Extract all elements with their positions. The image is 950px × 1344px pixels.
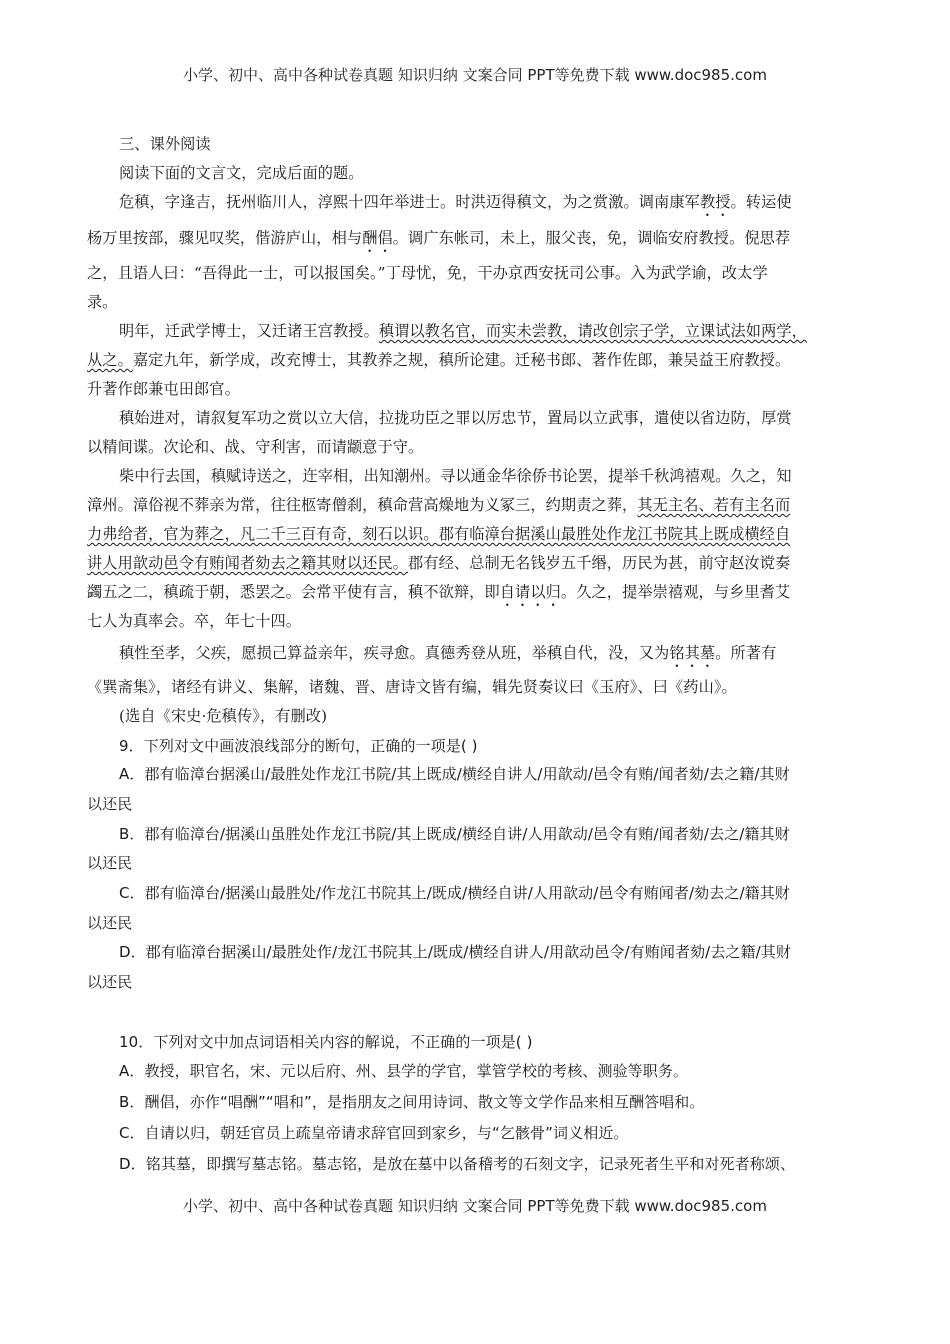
question-9-option-a: A．郡有临漳台据溪山/最胜处作龙江书院/其上既成/横经自讲人/用歆动/邑令有贿/闻者劾/去之籍/其财 bbox=[119, 765, 790, 783]
underlined-sentence: 稹谓以教名官，而实未尝教，请改创宗子学，立课试法如两学， bbox=[378, 322, 807, 340]
reading-instruction: 阅读下面的文言文，完成后面的题。 bbox=[119, 164, 364, 182]
passage-line: 七人为真率会。卒，年七十四。 bbox=[87, 612, 302, 630]
dotted-term-chouchang: 酬倡 bbox=[362, 229, 393, 247]
question-9-option-d: D．郡有临漳台据溪山/最胜处作/龙江书院其上/既成/横经自讲人/用歆动邑令/有贿闻者劾/去之籍/其财 bbox=[119, 943, 791, 961]
passage-line: 升著作郎兼屯田郎官。 bbox=[87, 380, 240, 398]
dotted-term-mingqimu: 铭其墓 bbox=[669, 644, 716, 662]
page-header-banner: 小学、初中、高中各种试卷真题 知识归纳 文案合同 PPT等免费下载 www.doc985.com bbox=[183, 66, 767, 84]
question-10-option-a: A．教授，职官名，宋、元以后府、州、县学的学官，掌管学校的考核、测验等职务。 bbox=[119, 1062, 689, 1080]
question-9-stem: 9．下列对文中画波浪线部分的断句，正确的一项是( ) bbox=[119, 737, 478, 755]
passage-line: 稹始进对，请叙复军功之赏以立大信，拉拢功臣之罪以厉忠节，置局以立武事，遣使以省边防，厚赏 bbox=[119, 409, 792, 427]
passage-line: 柴中行去国，稹赋诗送之，迕宰相，出知潮州。寻以通金华徐侨书论罢，提举千秋鸿禧观。久之，知 bbox=[119, 467, 792, 485]
question-9-option-b-cont: 以还民 bbox=[87, 854, 133, 872]
question-10-option-c: C．自请以归，朝廷官员上疏皇帝请求辞官回到家乡，与“乞骸骨”词义相近。 bbox=[119, 1124, 629, 1142]
passage-line: 危稹，字逢吉，抚州临川人，淳熙十四年举进士。时洪迈得稹文，为之赏激。调南康军教授。转运使 bbox=[119, 193, 792, 211]
question-10-stem: 10．下列对文中加点词语相关内容的解说，不正确的一项是( ) bbox=[119, 1033, 533, 1051]
question-9-option-c: C．郡有临漳台/据溪山最胜处/作龙江书院其上/既成/横经自讲/人用歆动/邑令有贿闻者/劾去之/籍其财 bbox=[119, 884, 790, 902]
passage-line: 讲人用歆动邑令有贿闻者劾去之籍其财以还民。郡有经、总制无名钱岁五千缗，历民为甚，前守赵汝谠奏 bbox=[87, 554, 791, 572]
underlined-sentence: 从之。 bbox=[87, 351, 133, 369]
passage-line: 之，且语人曰：“吾得此一士，可以报国矣。”丁母忧，免，干办京西安抚司公事。入为武学谕，改太学 bbox=[87, 264, 768, 282]
passage-line: 蠲五之二，稹疏于朝，悉罢之。会常平使有言，稹不欲辩，即自请以归。久之，提举崇禧观，与乡里耆艾 bbox=[87, 583, 791, 601]
question-9-option-d-cont: 以还民 bbox=[87, 973, 133, 991]
page-footer-banner: 小学、初中、高中各种试卷真题 知识归纳 文案合同 PPT等免费下载 www.doc985.com bbox=[183, 1197, 767, 1215]
passage-line: 《巽斋集》，诸经有讲义、集解，诸魏、晋、唐诗文皆有编，辑先贤奏议曰《玉府》、曰《药山》。 bbox=[87, 678, 737, 696]
passage-source: (选自《宋史·危稹传》，有删改) bbox=[119, 707, 328, 725]
question-10-option-d: D．铭其墓，即撰写墓志铭。墓志铭，是放在墓中以备稽考的石刻文字，记录死者生平和对死者称颂、 bbox=[119, 1155, 796, 1173]
underlined-sentence: 力弗给者，官为葬之，凡二千三百有奇，刻石以识。 bbox=[87, 525, 439, 543]
question-9-option-a-cont: 以还民 bbox=[87, 795, 133, 813]
passage-line: 录。 bbox=[87, 293, 118, 311]
question-10-option-b: B．酬倡，亦作“唱酬”“唱和”，是指朋友之间用诗词、散文等文学作品来相互酬答唱和。 bbox=[119, 1093, 705, 1111]
passage-line: 稹性至孝，父疾，愿损己算益亲年，疾寻愈。真德秀登从班，举稹自代，没，又为铭其墓。所著有 bbox=[119, 644, 777, 662]
passage-line bbox=[87, 523, 790, 545]
dotted-term-ziqingyigui: 自请以归 bbox=[499, 583, 561, 601]
underlined-sentence: 其无主名、若有主名而 bbox=[637, 496, 791, 514]
dotted-term-jiaoshou: 教授 bbox=[699, 193, 731, 211]
question-9-option-b: B．郡有临漳台/据溪山虽胜处作龙江书院/其上既成/横经自讲/人用歆动/邑令有贿/闻者劾/去之/籍其财 bbox=[119, 825, 790, 843]
wavy-underlined-sentence: 讲人用歆动邑令有贿闻者劾去之籍其财以还民。 bbox=[87, 554, 409, 572]
passage-line: 从之。嘉定九年，新学成，改充博士，其教养之规，稹所论建。迁秘书郎、著作佐郎，兼吴益王府教授。 bbox=[87, 351, 791, 369]
question-9-option-c-cont: 以还民 bbox=[87, 914, 133, 932]
passage-line: 漳州。漳俗视不葬亲为常，往往柩寄僧刹，稹命营高燥地为义冢三，约期责之葬，其无主名、若有主名而 bbox=[87, 496, 791, 514]
passage-line: 杨万里按部，骤见叹奖，偕游庐山，相与酬倡。调广东帐司，未上，服父丧，免，调临安府教授。倪思荐 bbox=[87, 229, 791, 247]
section-heading: 三、课外阅读 bbox=[119, 135, 211, 153]
wavy-underlined-sentence: 郡有临漳台据溪山最胜处作龙江书院其上既成横经自 bbox=[438, 525, 791, 543]
passage-line: 以精间谍。次论和、战、守利害，而请颛意于守。 bbox=[87, 438, 424, 456]
passage-line: 明年，迁武学博士，又迁诸王宫教授。稹谓以教名官，而实未尝教，请改创宗子学，立课试法如两学， bbox=[119, 322, 807, 340]
